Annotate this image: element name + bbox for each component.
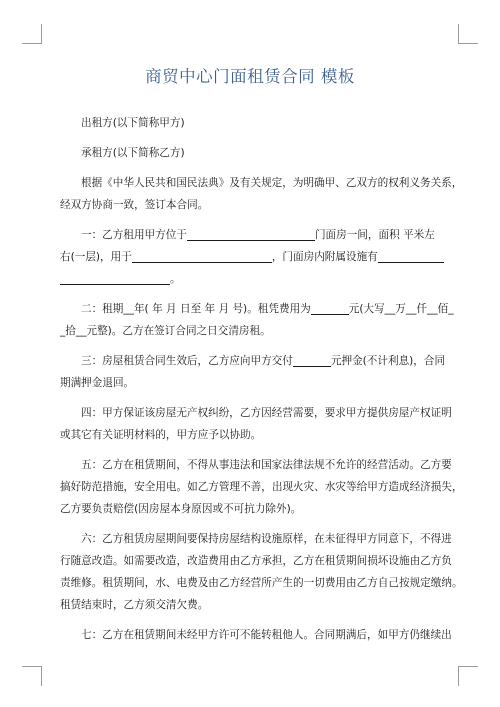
- lessor-line: 出租方(以下简称甲方): [81, 117, 185, 129]
- clause-6-cont: 责维修。租赁期间，水、电费及由乙方经营所产生的一切费用由乙方自己按规定缴纳。: [60, 577, 463, 589]
- clause-5-cont: 搞好防范措施，安全用电。如乙方管理不善，出现火灾、水灾等给甲方造成经济损失，: [60, 481, 463, 493]
- clause-4-cont: 或其它有关证明材料的，甲方应予以协助。: [60, 429, 262, 441]
- crop-mark: [22, 666, 42, 667]
- clause-1: 一：乙方租用甲方位于 门面房一间，面积 平米左: [60, 224, 445, 246]
- crop-mark: [41, 24, 42, 44]
- contract-body: [60, 112, 463, 646]
- clause-7: 七：乙方在租赁期间未经甲方许可不能转租他人。合同期满后，如甲方仍继续出: [81, 629, 452, 641]
- preamble-line: 根据《中华人民共和国民法典》及有关规定，为明确甲、乙双方的权利义务关系，: [81, 177, 463, 189]
- clause-5: 五：乙方在租赁期间，不得从事违法和国家法律法规不允许的经营活动。乙方要: [81, 459, 452, 471]
- usage-blank: [132, 248, 272, 263]
- lessee-line: 承租方(以下简称乙方): [81, 147, 185, 159]
- deposit-blank: [293, 352, 331, 367]
- crop-mark: [458, 24, 459, 44]
- facilities-blank: [378, 248, 444, 263]
- clause-2-cont: _拾__元整)。乙方在签订合同之日交清房租。: [60, 325, 271, 337]
- clause-1-cont: 右(一层)，用于 ，门面房内附属设施有: [60, 246, 445, 268]
- clause-4: 四：甲方保证该房屋无产权纠纷，乙方因经营需要，要求甲方提供房屋产权证明: [81, 407, 452, 419]
- crop-mark: [41, 666, 42, 686]
- clause-6-cont: 租赁结束时，乙方须交清欠费。: [60, 599, 209, 611]
- clause-1-end: 。: [60, 268, 445, 290]
- crop-mark: [22, 43, 42, 44]
- rent-blank: [311, 300, 349, 315]
- crop-mark: [458, 666, 459, 686]
- crop-mark: [458, 43, 478, 44]
- clause-6: 六：乙方租赁房屋期间要保持房屋结构设施原样，在未征得甲方同意下，不得进: [81, 533, 452, 545]
- clause-5-cont: 乙方要负责赔偿(因房屋本身原因或不可抗力除外)。: [60, 503, 302, 515]
- preamble-line: 经双方协商一致，签订本合同。: [60, 199, 209, 211]
- clause-2: 二：租期__年( 年 月 日至 年 月 号)。租凭费用为 元(大写__万__仟__佰_: [60, 298, 445, 320]
- clause-3-cont: 期满押金退回。: [60, 377, 135, 389]
- facilities-blank: [60, 270, 170, 285]
- document-title: 商贸中心门面租赁合同 模板: [145, 67, 355, 86]
- location-blank: [187, 226, 315, 241]
- clause-3: 三：房屋租赁合同生效后，乙方应向甲方交付 元押金(不计利息)，合同: [60, 350, 445, 372]
- crop-mark: [458, 666, 478, 667]
- clause-6-cont: 行随意改造。如需要改造，改造费用由乙方承担，乙方在租赁期间损坏设施由乙方负: [60, 555, 452, 567]
